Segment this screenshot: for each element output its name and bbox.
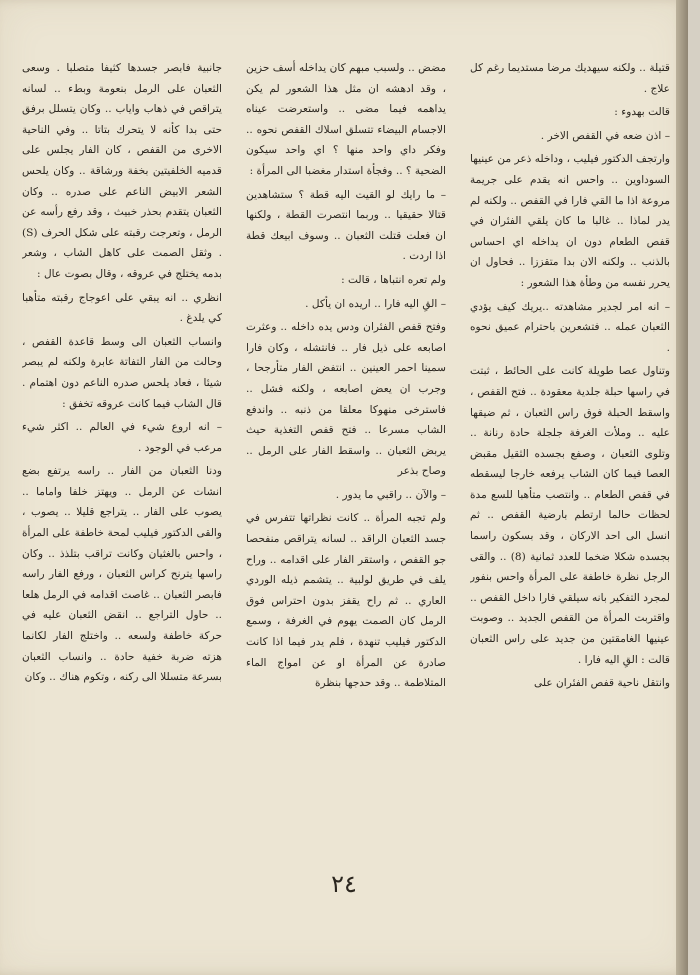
paragraph: – انه امر لجدير مشاهدته ..يريك كيف يؤدي الثعبان عمله .. فتشعرين باحترام عميق نحوه . xyxy=(470,300,670,354)
paragraph: وانساب الثعبان الى وسط قاعدة القفص ، وحالت من الفار التفاتة عابرة ولكنه لم يبصر شيئا ، فعاد يلحس صدره الناعم دون اهتمام . قال الشاب فيما كانت عروقه تخفق : xyxy=(22,335,222,410)
paragraph: ودنا الثعبان من الفار .. راسه يرتفع بضع انشات عن الرمل .. ويهتز خلفا واماما .. يصوب على الفار .. يتراجع قليلا .. يصوب ، والقى الدكتور فيليب لمحة خاطفة على المرأة ، واحس بالغثيان وكانت تراقب بتلذذ .. وكان راسها يترنح كراس الثعبان ، ورفع الفار راسه فابصر الثعبان .. غاصت اقدامه في الرمل هلعا .. حاول التراجع .. انقض الثعبان عليه في حركة خاطفة ولسعه .. واختلج الفار لكانما هزته ضربة خفية حادة .. وانساب الثعبان بسرعة متسللا الى ركنه ، وتكوم هناك .. وكان xyxy=(22,465,222,684)
text-column-1 xyxy=(470,58,670,866)
paragraph: قتيلة .. ولكنه سيهديك مرضا مستديما رغم كل علاج . xyxy=(470,62,670,95)
page-edge xyxy=(676,0,688,975)
paragraph: ولم تجبه المرأة .. كانت نظراتها تتفرس في جسد الثعبان الراقد .. لسانه يتراقص منفحصا جو القفص ، واستقر الفار على اقدامه .. وراح يلف في طريق لولبية .. يتشمم ذيله الوردي العاري .. ثم راح يقفز بدون احتراس فوق الرمل كان الصمت يهوم في الغرفة ، وسمع الدكتور فيليب تنهدة ، فلم يدر فيما اذا كانت صادرة عن المرأة او عن امواج الماء المتلاطمة .. وقد حدجها بنظرة xyxy=(246,512,446,690)
paragraph: – انه اروع شيء في العالم .. اكثر شيء مرعب في الوجود . xyxy=(22,421,222,454)
paragraph: وتناول عصا طويلة كانت على الحائط ، ثبتت في راسها حبلة جلدية معقودة .. فتح القفص ، واسقط الحبلة فوق راس الثعبان ، ثم ضيقها عليه .. وملأت الغرفة جلجلة حادة رنانة .. وتلوى الثعبان ، وصفع بجسده الثقيل مقبض العصا فيما كان الشاب يرفعه خارجا ليسقطه في قفص الطعام .. وانتصب متأهبا للسع مدة لحظات حالما ارتطم بارضية القفص .. ثم انسل الى احد الاركان ، وقد بسكون راسما بجسده شكلا ضخما للعدد ثمانية (8) .. والقى الرجل نظرة خاطفة على المرأة واحس بنفور لمجرد التفكير بانه سيلقي فارا داخل القفص .. واقتربت المرأة من القفص الجديد .. وصوبت عينيها الغامقتين من جديد على راس الثعبان قالت : القِ اليه فارا . xyxy=(470,365,670,666)
page-number: ٢٤ xyxy=(331,870,357,898)
paragraph: جانبية فابصر جسدها كثيفا متصلبا . وسعى الثعبان على الرمل بنعومة وبطء .. لسانه يتراقص في ذهاب واياب .. وكان يتسلل برفق حتى بدا كأنه لا يتحرك بتاتا .. وفي الناحية الاخرى من القفص ، كان الفار يجلس على قدميه الخلفيتين بخفة ورشاقة .. وكان يلحس الشعر الابيض الناعم على صدره .. وكان الثعبان يتقدم بحذر خبيث ، وقد رفع رأسه عن الرمل ، وتعرجت رقبته على شكل الحرف (S) . وثقل الصمت على كاهل الشاب ، وشعر بدمه يختلج في عروقه ، وقال بصوت عال : xyxy=(22,62,222,280)
paragraph: وانتقل ناحية قفص الفئران على xyxy=(533,677,670,690)
paragraph: مضض .. ولسبب مبهم كان يداخله أسف حزين ، وقد ادهشه ان مثل هذا الشعور لم يكن يداهمه فيما مضى .. واستعرضت عيناه الاجسام البيضاء تتسلق اسلاك القفص نحوه .. وفكر داي واحد منها ؟ اي واحد سيكون الضحية ؟ .. وفجأة استدار مغضبا الى المرأة : xyxy=(246,62,446,177)
paragraph: ولم تعره انتباها ، قالت : xyxy=(341,273,446,286)
paragraph: وفتح قفص الفئران ودس يده داخله .. وعثرت اصابعه على ذيل فار .. فانتشله ، وكان فارا سمينا احمر العينين .. انتفض الفار متأرجحا ، وجرب ان يعض اصابعه ، ولكنه فشل .. فاسترخى منهوكا معلقا من ذنبه .. واندفع الشاب مسرعا .. فتح قفص التغذية حيث يربض الثعبان .. واسقط الفار على الرمل .. وصاح بذعر xyxy=(246,321,446,478)
paragraph: انظري .. انه يبقي على اعوجاج رقبته متأهبا كي يلدغ . xyxy=(22,291,222,325)
text-column-2 xyxy=(246,58,446,866)
paragraph: – القِ اليه فارا .. اريده ان يأكل . xyxy=(305,297,446,310)
text-columns xyxy=(22,58,670,866)
text-column-3 xyxy=(22,58,222,866)
paragraph: – ما رايك لو القيت اليه قطة ؟ ستشاهدين قتالا حقيقيا .. وربما انتصرت القطة ، ولكنها ان فعلت قتلت الثعبان .. وسوف ابيعك قطة اذا اردت . xyxy=(246,188,446,263)
paragraph: – اذن ضعه في القفص الاخر . xyxy=(540,129,670,142)
paragraph: قالت بهدوء : xyxy=(614,106,670,119)
paragraph: وارتجف الدكتور فيليب ، وداخله ذعر من عينيها السوداوين .. واحس انه يقدم على جريمة مروعة اذا ما القي فارا في القفص .. ولكنه لم يدر لماذا .. غالبا ما كان يلقي الفئران في قفص الطعام دون ان يداخله اي احساس بالذنب .. ولكنه الان بدا متقززا .. فحاول ان يحرر نفسه من وطأة هذا الشعور : xyxy=(470,153,670,289)
paragraph: – والآن .. راقبي ما يدور . xyxy=(335,488,446,501)
